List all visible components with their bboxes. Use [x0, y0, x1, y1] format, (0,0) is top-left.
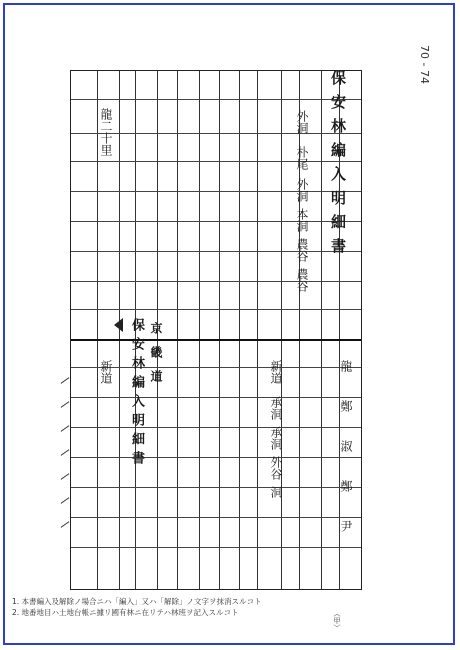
page-number: 70 - 74 — [417, 45, 431, 84]
upper-name-col: 龍二十里 — [99, 108, 113, 156]
lower-right-col: 鄭 — [339, 480, 353, 492]
upper-name-col: 外洞 — [295, 178, 309, 202]
arrow-marker-icon — [114, 318, 123, 332]
footnotes — [12, 596, 352, 618]
footnote-1: 1. 本書編入及解除ノ場合ニハ「編入」又ハ「解除」ノ文字ヲ抹消スルコト — [12, 597, 262, 606]
lower-name-col: 承洞 — [269, 396, 283, 420]
upper-name-col: 外洞 — [295, 110, 309, 134]
lower-title: 保安林編入明細書 — [129, 318, 144, 470]
footnote-2: 2. 地番地目ハ土地台帳ニ據リ國有林ニ在リテハ林班ヲ記入スルコト — [12, 608, 239, 617]
lower-right-col: 龍 — [339, 360, 353, 372]
lower-right-col: 淑 — [339, 440, 353, 452]
lower-name-col: 外谷 — [269, 456, 283, 480]
upper-name-col: 農谷 — [295, 238, 309, 262]
lower-name-col: 承洞 — [269, 426, 283, 450]
lower-right-col: 尹 — [339, 520, 353, 532]
lower-name-col: 新道 — [99, 360, 113, 384]
upper-name-col: 農谷 — [295, 268, 309, 292]
lower-subtitle: 京 畿 道 — [149, 322, 163, 382]
upper-title: 保安林編入明細書 — [329, 70, 347, 262]
upper-name-col: 朴尾 — [295, 146, 309, 170]
footer-mark: （甲） — [333, 610, 341, 631]
lower-right-col: 鄭 — [339, 400, 353, 412]
lower-name-col: 新道 — [269, 360, 283, 384]
lower-name-col: 洞 — [269, 486, 283, 498]
upper-name-col: 本洞 — [295, 208, 309, 232]
